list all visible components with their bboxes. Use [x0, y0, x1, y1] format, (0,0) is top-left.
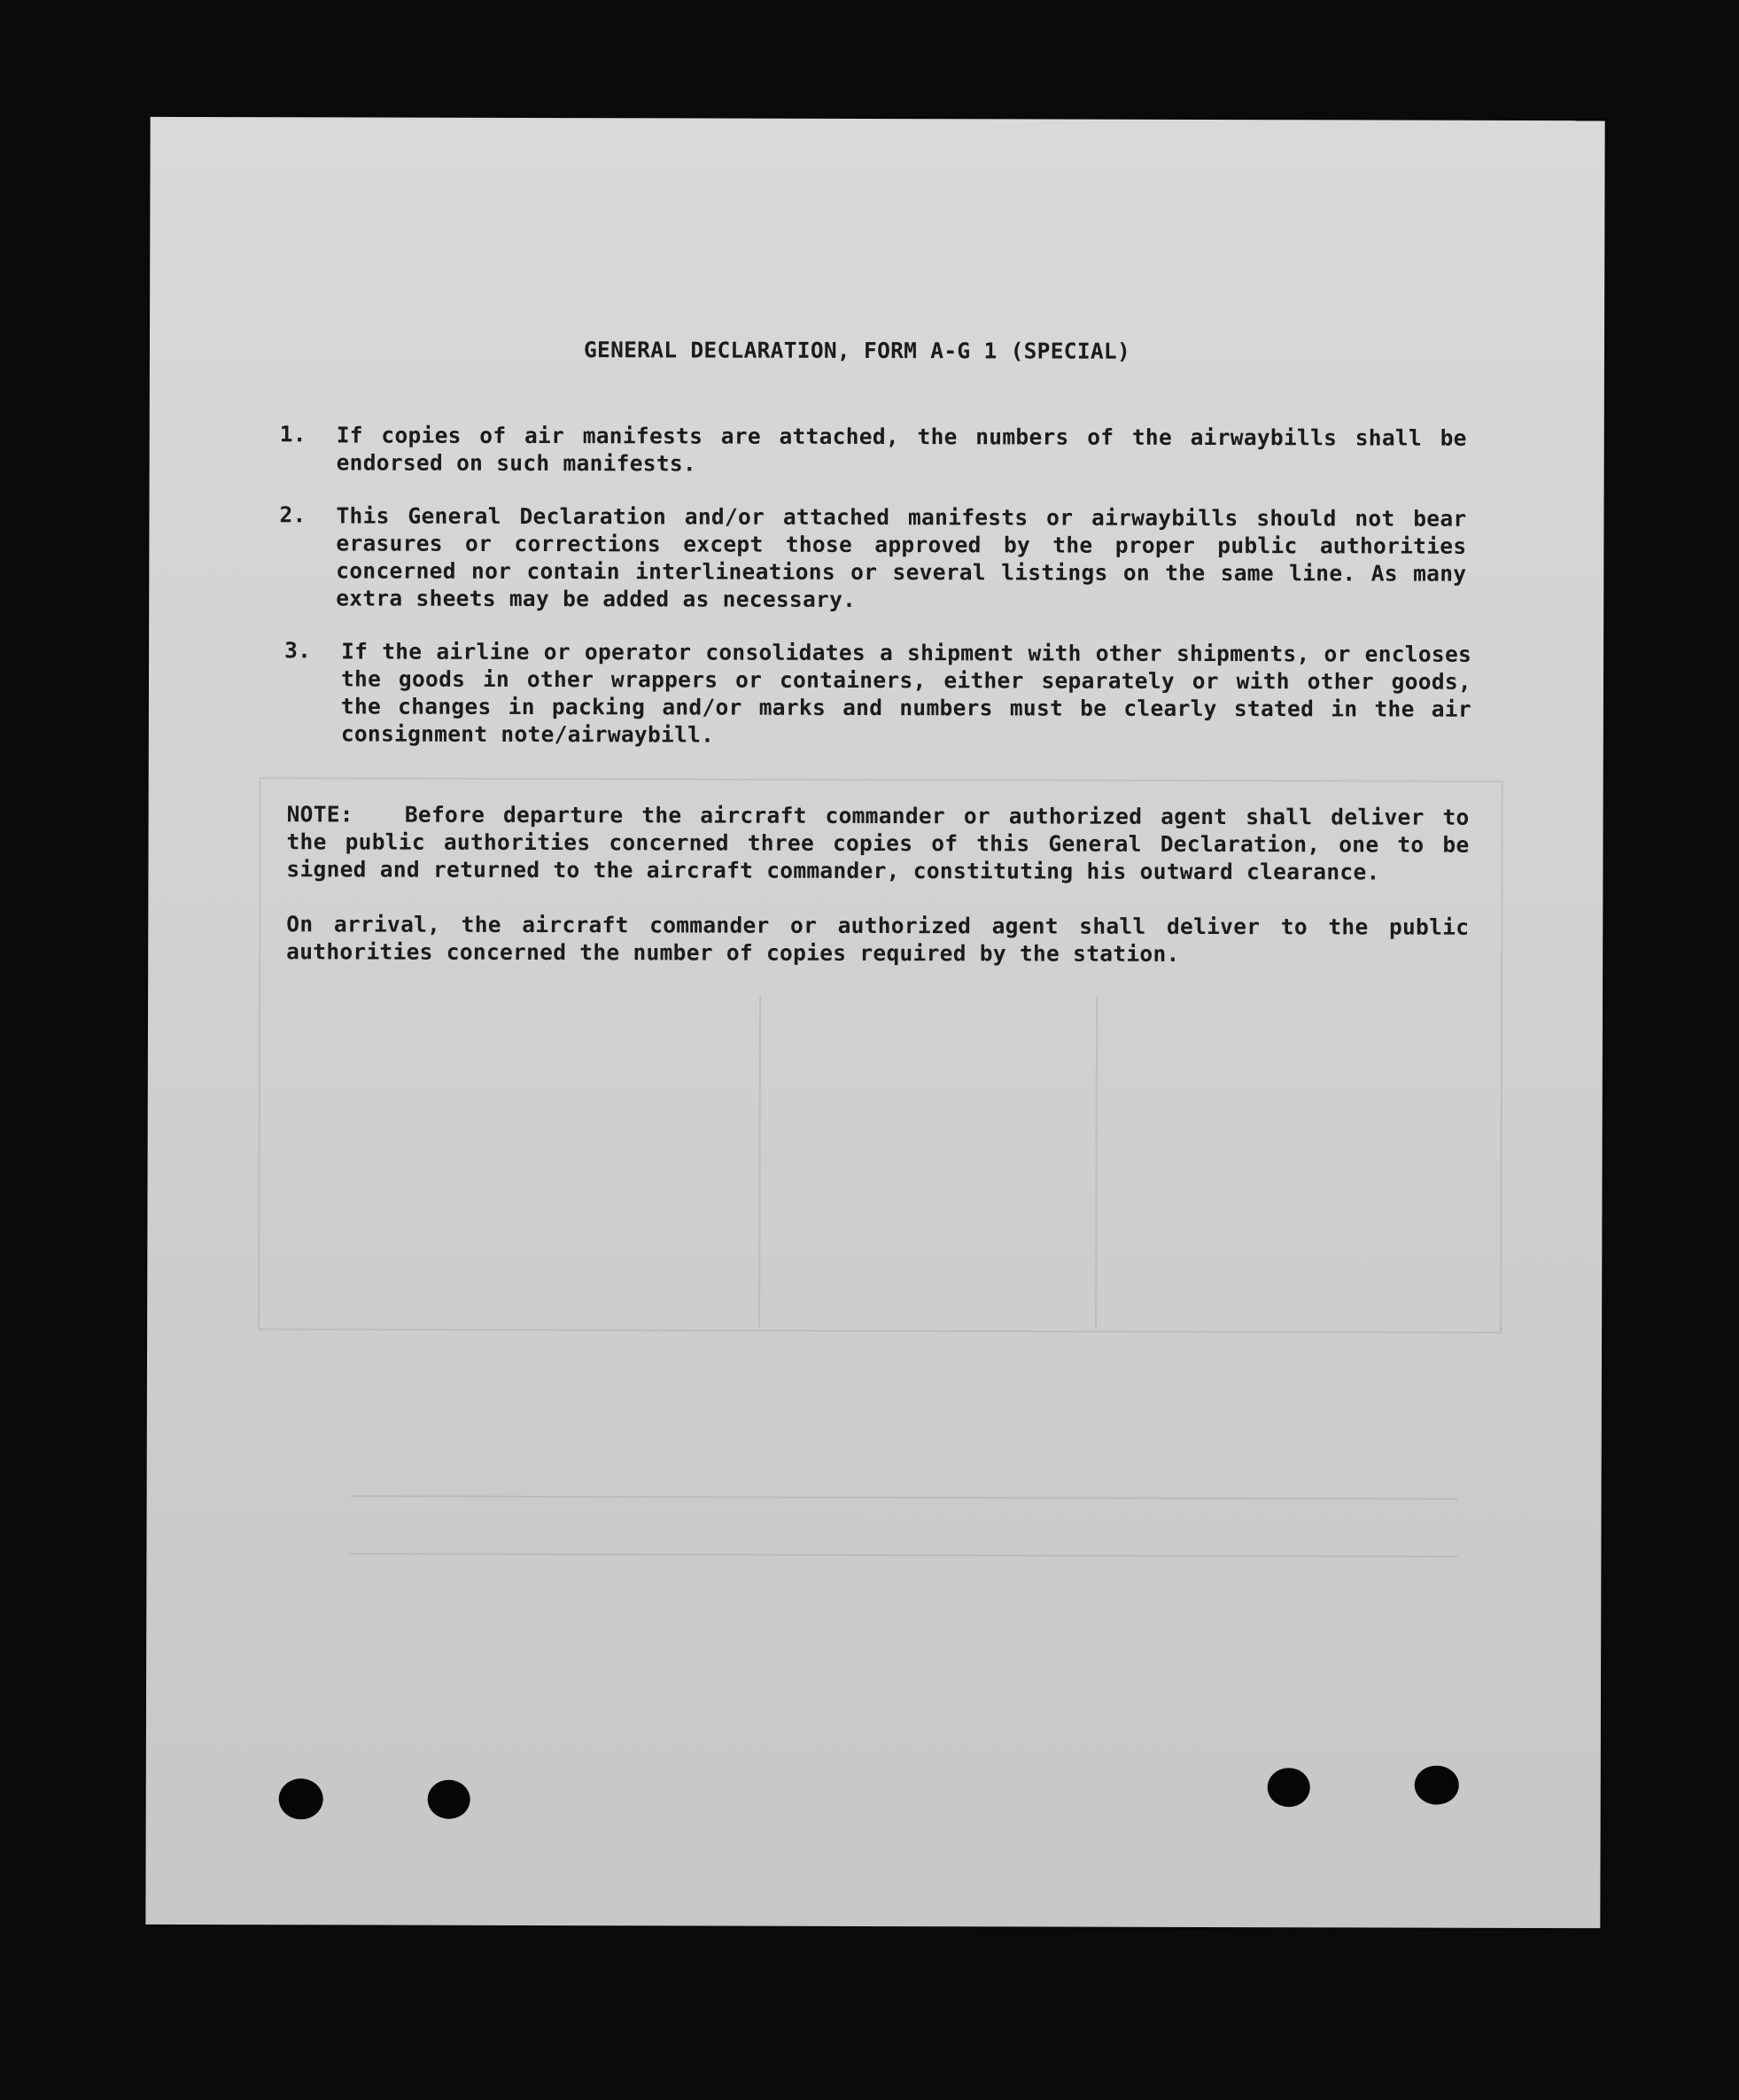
bleed-through-text — [571, 1606, 587, 1637]
form-title: GENERAL DECLARATION, FORM A-G 1 (SPECIAL) — [583, 337, 1131, 364]
bleed-through-rule — [350, 1552, 1457, 1557]
paper-sheet — [145, 117, 1604, 1928]
note-label: NOTE: — [286, 801, 353, 828]
note-paragraph — [286, 800, 1469, 885]
bleed-through-rule — [351, 1495, 1458, 1499]
punch-hole — [428, 1780, 470, 1819]
item-number: 2. — [279, 502, 307, 528]
item-number: 3. — [284, 637, 312, 664]
instruction-item — [279, 502, 1466, 615]
bleed-through-text — [422, 1261, 438, 1292]
instruction-item — [284, 637, 1471, 751]
punch-hole — [279, 1778, 323, 1819]
item-number: 1. — [279, 421, 307, 447]
note-section — [286, 800, 1469, 968]
punch-hole — [1415, 1766, 1459, 1805]
item-text: If copies of air manifests are attached, the numbers of the airwaybills shall be endorsed on such manifests. — [336, 422, 1467, 477]
item-text: This General Declaration and/or attached manifests or airwaybills should not bear erasures or corrections except those approved by the proper public authorities concerned nor contain interlineations or several listings on the same line. As many extra sheets may be added as necessary. — [336, 502, 1467, 612]
instruction-item — [280, 421, 1467, 479]
item-text: If the airline or operator consolidates a shipment with other shipments, or encloses the goods in other wrappers or containers, either separately or with other goods, the changes in packing and/or marks and numbers must be clearly stated in the air consignment note/airwaybill. — [340, 638, 1472, 748]
note-text: Before departure the aircraft commander or authorized agent shall deliver to the public authorities concerned three copies of this General Declaration, one to be signed and returned to the aircraft commander, constituting his outward clearance. — [286, 801, 1470, 885]
punch-hole — [1268, 1768, 1310, 1807]
arrival-paragraph: On arrival, the aircraft commander or authorized agent shall deliver to the public authorities concerned the number of copies required by the station. — [286, 911, 1470, 967]
